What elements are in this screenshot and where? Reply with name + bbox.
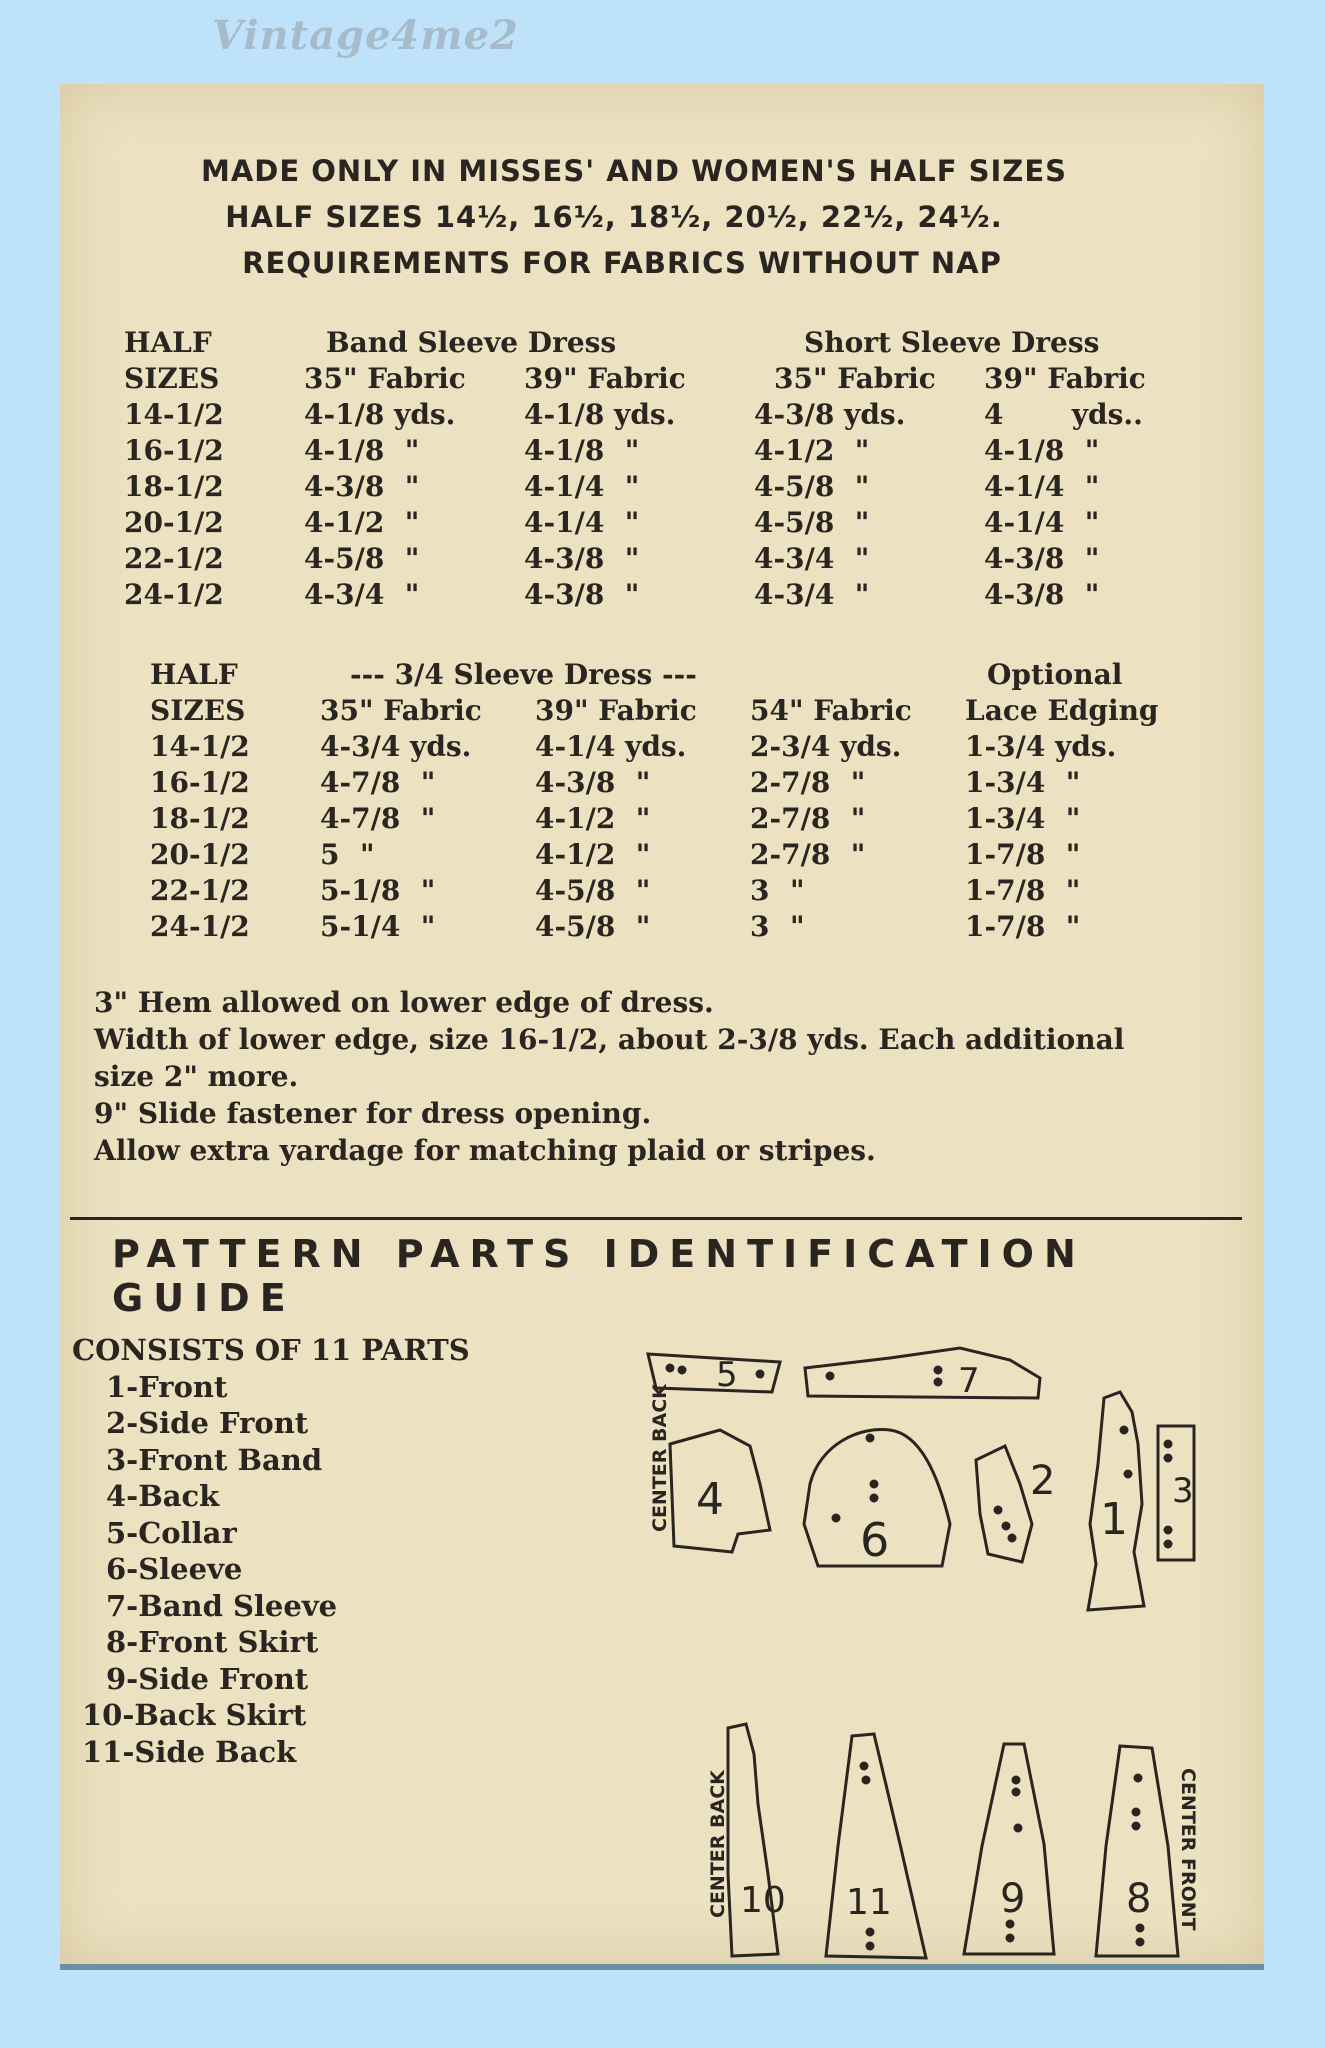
value-cell: 4-1/8 " [304,433,420,467]
value-cell: 4-3/4 " [304,577,420,611]
part-item: 3-Front Band [106,1442,323,1477]
size-label: SIZES [124,361,220,395]
table-row [124,540,1224,576]
pattern-piece-back [649,1383,770,1552]
pattern-piece-front-skirt [1096,1746,1199,1956]
piece-number: 5 [716,1355,738,1395]
value-cell: 4-3/8 " [524,577,640,611]
value-cell: 4-3/8 " [984,577,1100,611]
note-line: size 2" more. [94,1060,299,1093]
value-cell: 4-1/4 yds. [535,729,687,763]
value-cell: 4-5/8 " [304,541,420,575]
piece-number: 11 [846,1882,892,1923]
column-header: 39" Fabric [984,361,1146,395]
value-cell: 4-1/8 yds. [524,397,676,431]
pattern-piece-side-front [976,1446,1055,1562]
part-item: 7-Band Sleeve [106,1588,338,1623]
column-header: 39" Fabric [535,693,697,727]
parts-list [72,1332,470,1770]
group-header: Optional [987,657,1123,691]
piece-number: 4 [696,1474,724,1525]
size-cell: 14-1/2 [124,397,224,431]
part-item: 10-Back Skirt [82,1698,307,1732]
value-cell: 4-5/8 " [535,909,651,943]
size-cell: 24-1/2 [150,909,250,943]
value-cell: 4-3/8 " [304,469,420,503]
pattern-piece-sleeve [804,1429,950,1567]
pattern-piece-band-sleeve [805,1348,1040,1401]
part-item: 4-Back [106,1479,220,1513]
value-cell: 2-7/8 " [750,765,866,799]
size-cell: 18-1/2 [150,801,250,835]
piece-number: 9 [1000,1876,1026,1922]
piece-number: 8 [1126,1876,1152,1922]
value-cell: 4-1/2 " [304,505,420,539]
size-cell: 16-1/2 [124,433,224,467]
value-cell: 4-1/8 yds. [304,397,456,431]
pattern-envelope-back [60,84,1264,1970]
part-item: 5-Collar [106,1515,237,1550]
guide-title: PATTERN PARTS IDENTIFICATION GUIDE [112,1232,1086,1320]
value-cell: 5-1/4 " [320,909,436,943]
column-header: 35" Fabric [304,361,466,395]
value-cell: 4-3/4 " [754,577,870,611]
table-row [150,908,1205,944]
value-cell: 4-7/8 " [320,765,436,799]
table-row [124,576,1224,612]
part-item: 11-Side Back [82,1734,297,1769]
divider [70,1217,1242,1220]
part-item: 8-Front Skirt [106,1625,319,1659]
center-front-label: CENTER FRONT [1177,1768,1199,1931]
value-cell: 4-3/4 yds. [320,729,472,763]
group-header: Short Sleeve Dress [804,325,1100,359]
piece-number: 6 [860,1513,890,1567]
value-cell: 2-7/8 " [750,837,866,871]
value-cell: 4 yds.. [984,397,1143,431]
table-row [124,396,1224,432]
watermark: Vintage4me2 [212,12,519,59]
pattern-piece-side-back [826,1734,926,1958]
table-row [124,468,1224,504]
value-cell: 3 " [750,873,805,907]
size-cell: 22-1/2 [124,541,224,575]
pattern-piece-front-band [1158,1426,1194,1560]
size-cell: 14-1/2 [150,729,250,763]
center-back-label: CENTER BACK [649,1384,671,1532]
column-header: 39" Fabric [524,361,686,395]
part-item: 2-Side Front [106,1406,309,1440]
value-cell: 2-3/4 yds. [750,729,902,763]
value-cell: 4-3/8 " [535,765,651,799]
value-cell: 4-1/2 " [754,433,870,467]
pattern-piece-side-front-skirt [964,1744,1054,1954]
value-cell: 5-1/8 " [320,873,436,907]
value-cell: 4-1/2 " [535,837,651,871]
value-cell: 4-7/8 " [320,801,436,835]
value-cell: 4-1/4 " [524,505,640,539]
value-cell: 4-1/4 " [524,469,640,503]
value-cell: 1-3/4 " [965,801,1081,835]
center-back-label: CENTER BACK [707,1770,729,1918]
value-cell: 4-1/8 " [524,433,640,467]
note-line: 9" Slide fastener for dress opening. [94,1097,652,1130]
value-cell: 3 " [750,909,805,943]
value-cell: 4-3/8 yds. [754,397,906,431]
size-cell: 22-1/2 [150,873,250,907]
column-header: 35" Fabric [320,693,482,727]
piece-number: 2 [1030,1458,1056,1504]
piece-number: 10 [740,1880,786,1921]
table-row [124,432,1224,468]
table-row [150,728,1205,764]
table-row [150,872,1205,908]
pattern-piece-front [1088,1392,1144,1610]
column-header: Lace Edging [965,693,1159,727]
value-cell: 5 " [320,837,375,871]
piece-number: 7 [958,1361,980,1401]
piece-number: 1 [1100,1494,1128,1545]
column-header: 35" Fabric [774,361,936,395]
parts-count: CONSISTS OF 11 PARTS [72,1333,470,1367]
part-item: 6-Sleeve [106,1552,243,1586]
value-cell: 4-1/2 " [535,801,651,835]
value-cell: 1-7/8 " [965,837,1081,871]
value-cell: 4-5/8 " [754,469,870,503]
value-cell: 2-7/8 " [750,801,866,835]
size-cell: 20-1/2 [124,505,224,539]
size-cell: 18-1/2 [124,469,224,503]
value-cell: 4-5/8 " [754,505,870,539]
pattern-piece-back-skirt [707,1724,786,1956]
value-cell: 4-3/4 " [754,541,870,575]
value-cell: 4-1/4 " [984,505,1100,539]
part-item: 1-Front [106,1369,228,1404]
table-row [150,836,1205,872]
value-cell: 4-1/8 " [984,433,1100,467]
part-item: 9-Side Front [106,1661,309,1696]
note-line: 3" Hem allowed on lower edge of dress. [94,986,714,1019]
value-cell: 1-7/8 " [965,873,1081,907]
column-header: 54" Fabric [750,693,912,727]
header-line-1: MADE ONLY IN MISSES' AND WOMEN'S HALF SIZES [200,154,1068,188]
value-cell: 1-7/8 " [965,909,1081,943]
size-label: HALF [124,325,212,359]
notes [94,984,1254,1169]
value-cell: 1-3/4 yds. [965,729,1117,763]
note-line: Width of lower edge, size 16-1/2, about 2-3/8 yds. Each additional [94,1023,1125,1056]
table-row [124,504,1224,540]
value-cell: 4-1/4 " [984,469,1100,503]
group-header: Band Sleeve Dress [326,325,617,359]
size-cell: 24-1/2 [124,577,224,611]
size-label: SIZES [150,693,246,727]
size-label: HALF [150,657,238,691]
size-cell: 20-1/2 [150,837,250,871]
value-cell: 4-3/8 " [524,541,640,575]
group-header: --- 3/4 Sleeve Dress --- [350,657,697,691]
value-cell: 1-3/4 " [965,765,1081,799]
header-line-3: REQUIREMENTS FOR FABRICS WITHOUT NAP [242,246,1002,280]
table-row [150,764,1205,800]
pattern-pieces-diagram [620,1334,1260,1964]
note-line: Allow extra yardage for matching plaid or stripes. [94,1134,876,1167]
value-cell: 4-5/8 " [535,873,651,907]
requirements-table-2 [150,656,1205,944]
table-row [150,800,1205,836]
value-cell: 4-3/8 " [984,541,1100,575]
size-cell: 16-1/2 [150,765,250,799]
header-line-2: HALF SIZES 14½, 16½, 18½, 20½, 22½, 24½. [225,200,1003,234]
requirements-table-1 [124,324,1224,612]
piece-number: 3 [1172,1471,1194,1511]
